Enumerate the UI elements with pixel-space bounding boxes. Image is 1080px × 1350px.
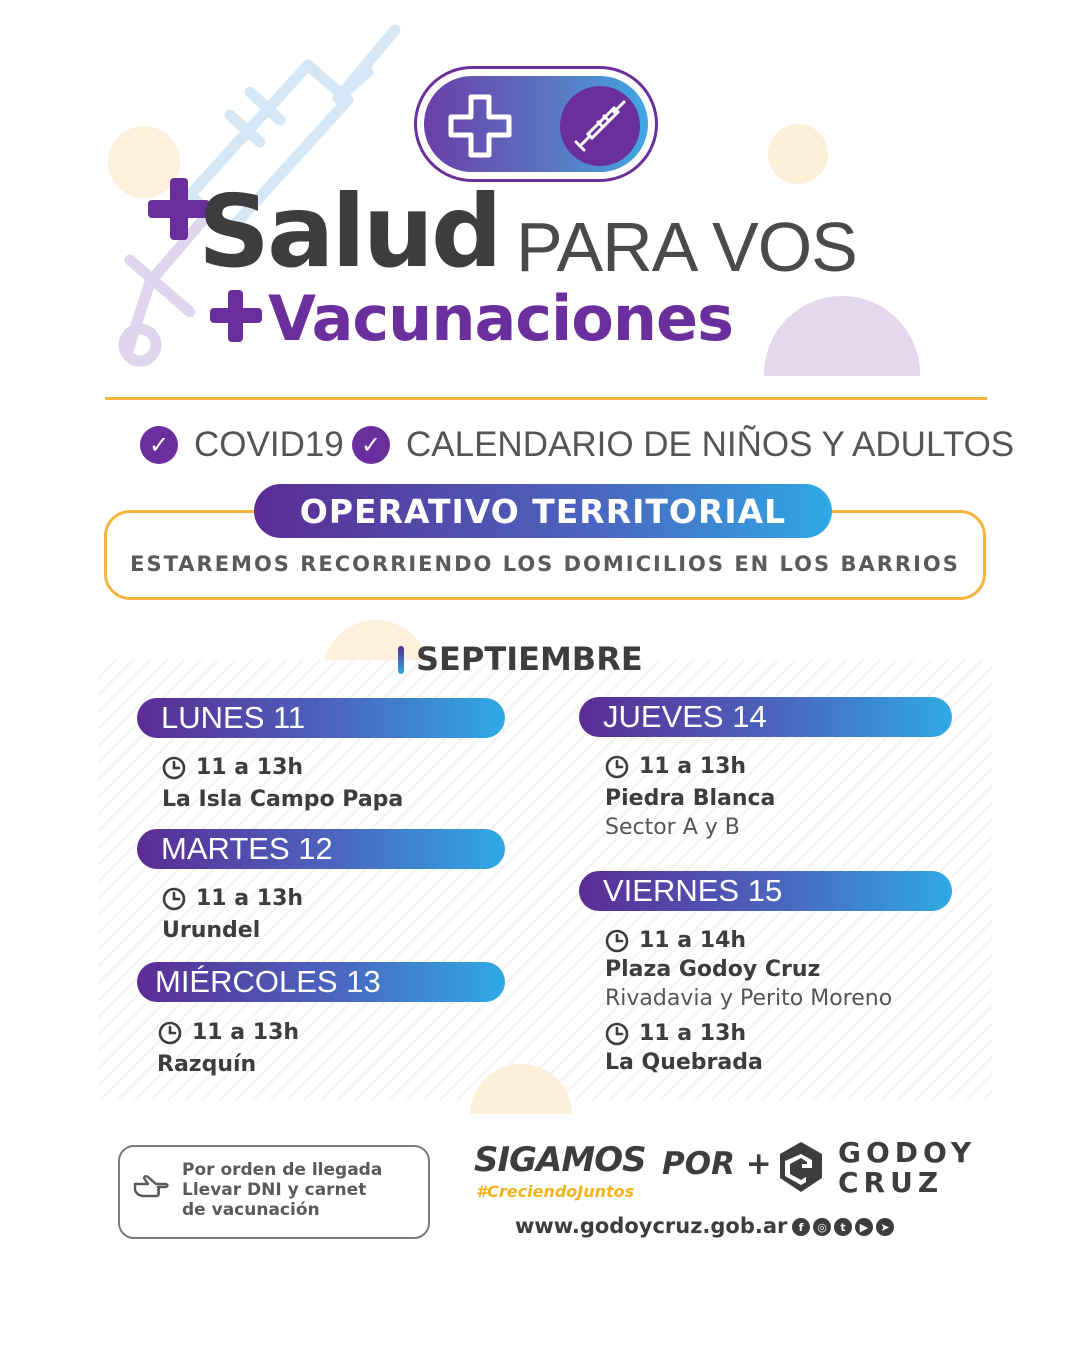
day-viernes: VIERNES 15 <box>579 871 952 911</box>
medical-plus-icon <box>447 93 513 159</box>
website-link[interactable]: www.godoycruz.gob.ar <box>515 1214 788 1238</box>
check-label: CALENDARIO DE NIÑOS Y ADULTOS <box>406 425 1015 464</box>
day-martes: MARTES 12 <box>137 829 505 869</box>
note-line: Por orden de llegada <box>182 1160 383 1180</box>
month-marker <box>398 646 404 674</box>
clock-icon <box>162 887 186 911</box>
plus-mark-small-icon <box>210 290 262 342</box>
deco-circle-orange-top-right <box>768 124 828 184</box>
time-text: 11 a 13h <box>192 1020 300 1045</box>
check-label: COVID19 <box>194 425 344 464</box>
godoy-cruz-logo-icon <box>776 1138 826 1196</box>
check-item-covid <box>140 422 344 468</box>
time-text: 11 a 13h <box>196 886 304 911</box>
day-jueves: JUEVES 14 <box>579 697 952 737</box>
clock-icon <box>605 929 629 953</box>
title-para-vos: PARA VOS <box>516 208 857 286</box>
time-jueves <box>605 754 746 779</box>
facebook-icon[interactable]: f <box>792 1218 810 1236</box>
time-viernes-2 <box>605 1021 746 1046</box>
place-viernes-sub: Rivadavia y Perito Moreno <box>605 986 893 1011</box>
place-miercoles: Razquín <box>157 1052 257 1077</box>
place-viernes-2: La Quebrada <box>605 1050 763 1075</box>
time-lunes <box>162 755 303 780</box>
day-lunes: LUNES 11 <box>137 698 505 738</box>
youtube-icon[interactable]: ▶ <box>855 1218 873 1236</box>
syringe-icon <box>572 98 628 154</box>
place-martes: Urundel <box>162 918 261 943</box>
instagram-icon[interactable]: ◎ <box>813 1218 831 1236</box>
time-martes <box>162 886 303 911</box>
operativo-title: OPERATIVO TERRITORIAL <box>254 484 832 538</box>
brand-line: GODOY <box>838 1136 977 1169</box>
note-line: de vacunación <box>182 1200 320 1220</box>
note-line: Llevar DNI y carnet <box>182 1180 367 1200</box>
time-text: 11 a 14h <box>639 928 747 953</box>
check-icon: ✓ <box>140 426 178 464</box>
place-jueves-sub: Sector A y B <box>605 815 740 840</box>
deco-half-circle-purple <box>764 296 920 376</box>
deco-half-circle-orange-bottom <box>470 1064 572 1114</box>
clock-icon <box>605 755 629 779</box>
time-text: 11 a 13h <box>196 755 304 780</box>
title-salud: Salud <box>198 173 500 290</box>
clock-icon <box>605 1022 629 1046</box>
clock-icon <box>162 756 186 780</box>
day-miercoles: MIÉRCOLES 13 <box>137 962 505 1002</box>
brand-line: CRUZ <box>838 1166 944 1199</box>
time-viernes <box>605 928 746 953</box>
pointing-hand-icon <box>132 1172 170 1202</box>
check-icon: ✓ <box>352 426 390 464</box>
place-viernes: Plaza Godoy Cruz <box>605 957 821 982</box>
hashtag-text: #CreciendoJuntos <box>476 1182 635 1201</box>
por-text: POR + <box>662 1146 772 1182</box>
month-title: SEPTIEMBRE <box>416 640 643 678</box>
operativo-subtitle: ESTAREMOS RECORRIENDO LOS DOMICILIOS EN LOS BARRIOS <box>130 552 960 576</box>
place-lunes: La Isla Campo Papa <box>162 787 404 812</box>
check-item-calendario <box>352 422 1014 468</box>
place-jueves: Piedra Blanca <box>605 786 776 811</box>
time-text: 11 a 13h <box>639 754 747 779</box>
godoy-cruz-brand <box>838 1138 976 1198</box>
social-icons <box>792 1218 894 1236</box>
telegram-icon[interactable]: ➤ <box>876 1218 894 1236</box>
time-text: 11 a 13h <box>639 1021 747 1046</box>
sigamos-text: SIGAMOS <box>474 1140 646 1180</box>
time-miercoles <box>158 1020 299 1045</box>
divider-line <box>105 397 987 400</box>
clock-icon <box>158 1021 182 1045</box>
info-note-text <box>182 1160 382 1220</box>
twitter-icon[interactable]: t <box>834 1218 852 1236</box>
title-vacunaciones: Vacunaciones <box>268 282 733 355</box>
